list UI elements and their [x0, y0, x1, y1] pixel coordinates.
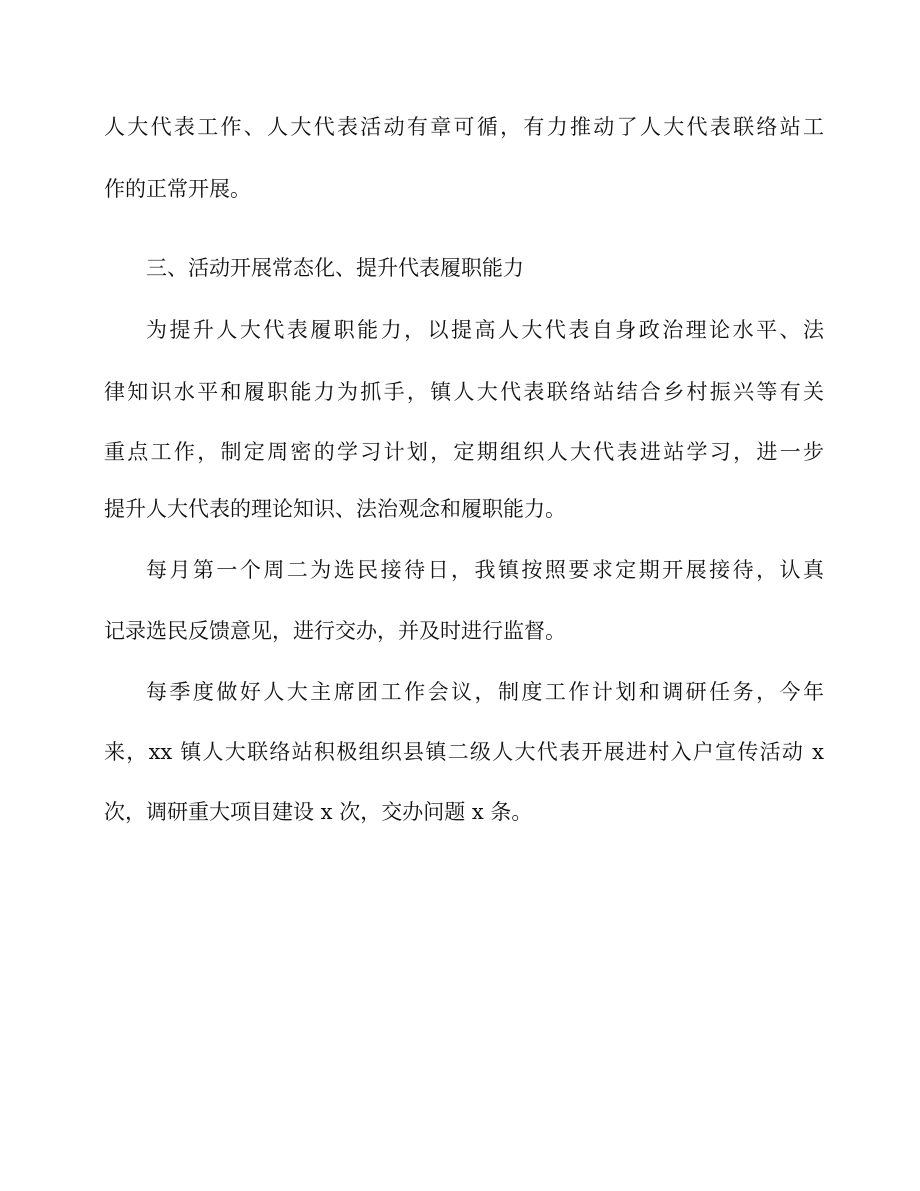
- paragraph-line: 记录选民反馈意见，进行交办，并及时进行监督。: [104, 619, 566, 643]
- paragraph-line: 重点工作，制定周密的学习计划，定期组织人大代表进站学习，进一步: [104, 440, 824, 464]
- section-heading: 三、活动开展常态化、提升代表履职能力: [146, 256, 524, 280]
- paragraph-line: 来，xx 镇人大联络站积极组织县镇二级人大代表开展进村入户宣传活动 x: [104, 740, 824, 764]
- paragraph-line: 每季度做好人大主席团工作会议，制度工作计划和调研任务，今年: [146, 680, 824, 704]
- paragraph-line: 每月第一个周二为选民接待日，我镇按照要求定期开展接待，认真: [146, 558, 824, 582]
- paragraph-line: 律知识水平和履职能力为抓手，镇人大代表联络站结合乡村振兴等有关: [104, 380, 824, 404]
- paragraph-line: 作的正常开展。: [104, 177, 251, 201]
- paragraph-line: 提升人大代表的理论知识、法治观念和履职能力。: [104, 497, 566, 521]
- paragraph-line: 次，调研重大项目建设 x 次，交办问题 x 条。: [104, 800, 533, 824]
- paragraph-line: 为提升人大代表履职能力，以提高人大代表自身政治理论水平、法: [146, 318, 824, 342]
- paragraph-line: 人大代表工作、人大代表活动有章可循，有力推动了人大代表联络站工: [104, 115, 824, 139]
